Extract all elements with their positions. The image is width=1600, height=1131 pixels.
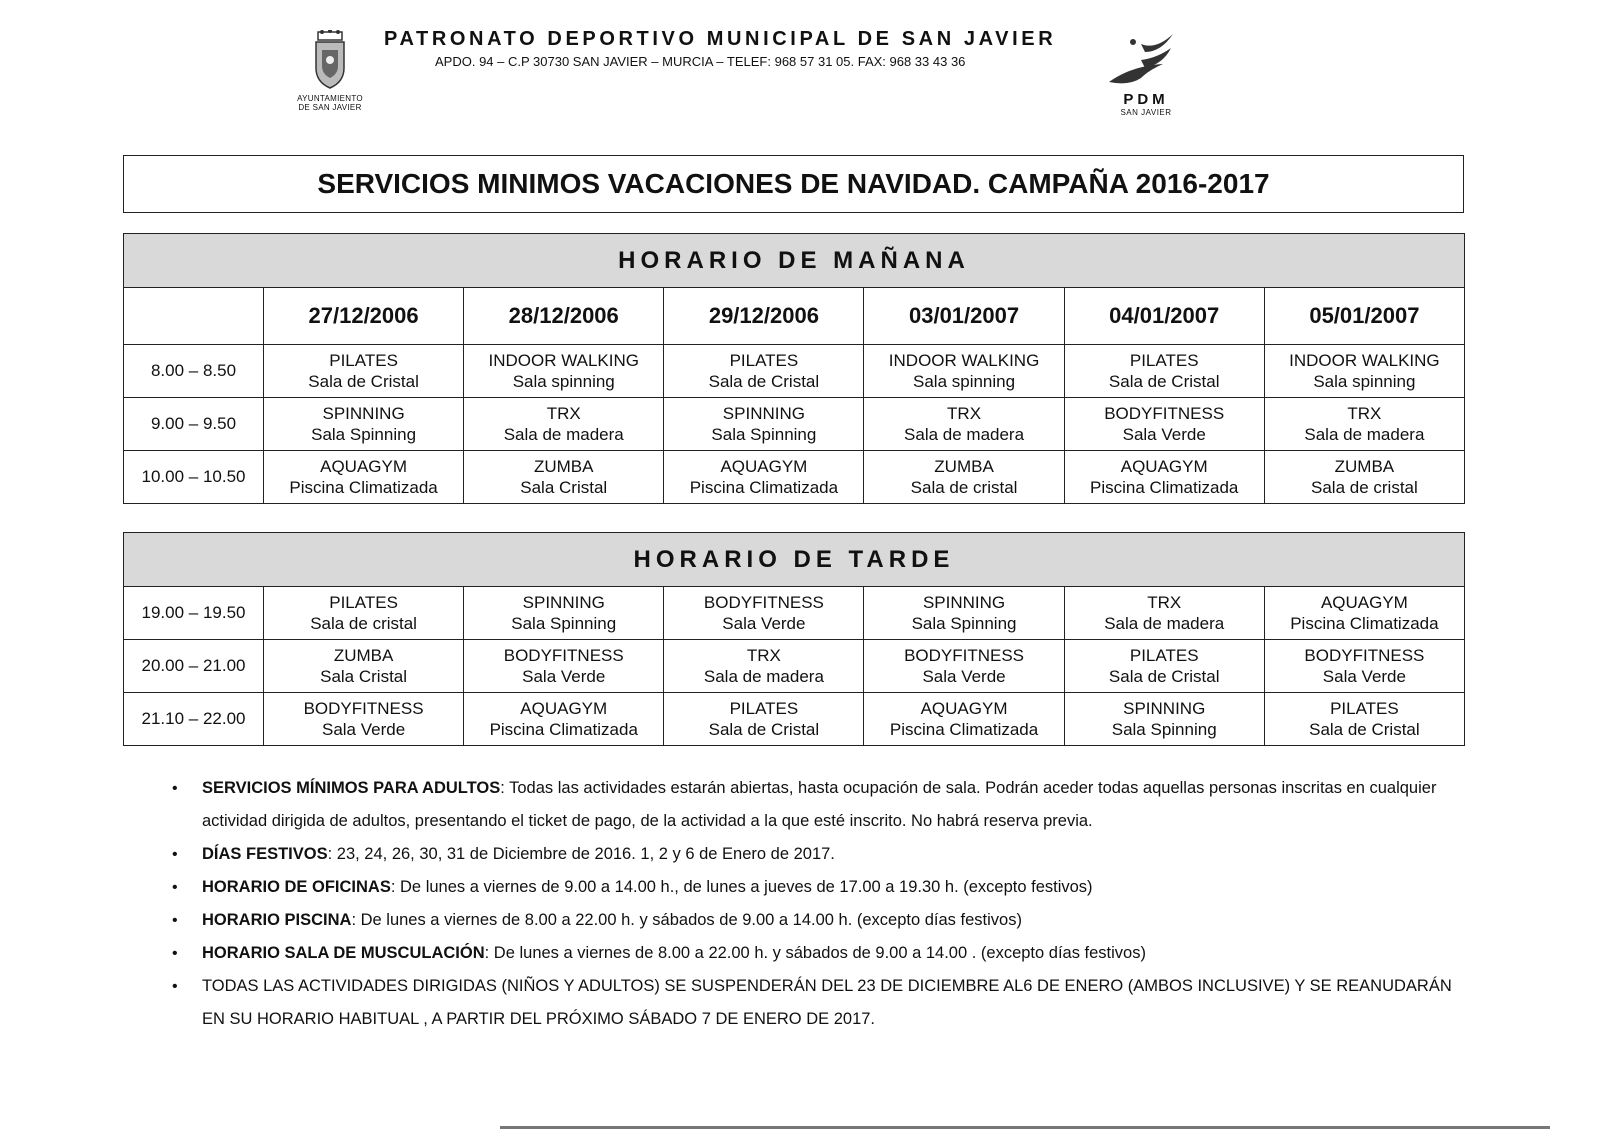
time-slot-cell: 21.10 – 22.00 [124,693,264,746]
activity-cell [664,398,864,451]
note-label: SERVICIOS MÍNIMOS PARA ADULTOS [202,779,501,797]
activity-name: PILATES [1129,646,1199,665]
activity-name: ZUMBA [533,457,594,476]
note-item: • HORARIO SALA DE MUSCULACIÓN: De lunes a viernes de 8.00 a 22.00 h. y sábados de 9.00 a 14.00 . (excepto días festivos) [172,944,1146,962]
activity-name: AQUAGYM [520,699,608,718]
activity-room: Sala Spinning [911,614,1017,633]
activity-name: SPINNING [1123,699,1206,718]
note-text: TODAS LAS ACTIVIDADES DIRIGIDAS (NIÑOS Y ADULTOS) SE SUSPENDERÁN DEL 23 DE DICIEMBRE AL6 DE ENERO (AMBOS INCLUSIVE) Y SE REANUDARÁN EN SU HORARIO HABITUAL , A PARTIR DEL PRÓXIMO SÁBADO 7 DE ENERO DE 2017. [202,977,1452,1028]
activity-cell [1264,587,1464,640]
activity-name: SPINNING [922,593,1006,612]
activity-name: BODYFITNESS [503,646,624,665]
activity-room: Piscina Climatizada [289,478,438,497]
activity-room: Sala de Cristal [308,372,419,391]
activity-room: Sala Verde [522,667,606,686]
activity-name: BODYFITNESS [1304,646,1425,665]
activity-room: Piscina Climatizada [489,720,638,739]
activity-cell [664,587,864,640]
activity-name: ZUMBA [934,457,994,476]
activity-cell [1264,640,1464,693]
activity-name: TRX [746,646,781,665]
note-label: HORARIO SALA DE MUSCULACIÓN [202,944,485,962]
activity-room: Sala de Cristal [1309,720,1420,739]
activity-name: PILATES [329,593,398,612]
activity-cell [1264,451,1464,504]
activity-name: BODYFITNESS [703,593,824,612]
afternoon-schedule-table [123,532,1465,746]
morning-schedule-table [123,233,1465,504]
date-header: 27/12/2006 [264,288,464,345]
activity-name: PILATES [729,351,799,370]
activity-name: BODYFITNESS [303,699,424,718]
organization-address: APDO. 94 – C.P 30730 SAN JAVIER – MURCIA – TELEF: 968 57 31 05. FAX: 968 33 43 36 [435,54,966,69]
activity-cell [1064,693,1264,746]
activity-name: SPINNING [722,404,805,423]
activity-name: AQUAGYM [1320,593,1408,612]
activity-name: INDOOR WALKING [1289,351,1440,370]
activity-cell [864,587,1064,640]
activity-cell [264,587,464,640]
empty-corner-cell [124,288,264,345]
note-text: : De lunes a viernes de 8.00 a 22.00 h. y sábados de 9.00 a 14.00 . (excepto días festivos) [484,944,1146,962]
activity-name: TRX [1147,593,1182,612]
activity-room: Sala spinning [512,372,615,391]
activity-name: INDOOR WALKING [888,351,1040,370]
activity-cell [664,345,864,398]
activity-name: PILATES [329,351,398,370]
note-text: : 23, 24, 26, 30, 31 de Diciembre de 2016. 1, 2 y 6 de Enero de 2017. [327,845,835,863]
activity-room: Sala de cristal [310,614,417,633]
activity-cell [864,640,1064,693]
activity-cell [464,587,664,640]
date-header: 29/12/2006 [664,288,864,345]
time-slot-cell: 19.00 – 19.50 [124,587,264,640]
activity-cell [464,398,664,451]
activity-cell [264,640,464,693]
morning-section-title: HORARIO DE MAÑANA [124,234,1465,288]
activity-room: Sala Verde [1122,425,1206,444]
page-title: SERVICIOS MINIMOS VACACIONES DE NAVIDAD. CAMPAÑA 2016-2017 [123,155,1464,213]
activity-room: Sala Verde [321,720,406,739]
date-header: 04/01/2007 [1064,288,1264,345]
note-label: HORARIO PISCINA [202,911,352,929]
logo-caption-1: AYUNTAMIENTO [297,94,363,103]
schedule-row [124,345,1465,398]
activity-name: TRX [947,404,982,423]
time-slot-cell: 20.00 – 21.00 [124,640,264,693]
activity-cell [1064,345,1264,398]
activity-name: PILATES [729,699,799,718]
activity-room: Sala Spinning [311,425,417,444]
activity-room: Sala Cristal [320,667,408,686]
activity-cell [264,693,464,746]
time-slot-cell: 10.00 – 10.50 [124,451,264,504]
afternoon-rows [124,587,1465,746]
activity-room: Sala de Cristal [1108,667,1220,686]
activity-cell [1064,451,1264,504]
activity-room: Sala de madera [904,425,1025,444]
activity-cell [264,451,464,504]
activity-room: Piscina Climatizada [1090,478,1239,497]
activity-name: BODYFITNESS [904,646,1025,665]
date-header-row [124,288,1465,345]
activity-room: Sala de madera [1304,425,1425,444]
ayuntamiento-logo [280,30,380,112]
note-item: • HORARIO DE OFICINAS: De lunes a viernes de 9.00 a 14.00 h., de lunes a jueves de 17.00 a 19.30 h. (excepto festivos) [172,878,1093,896]
schedule-row [124,640,1465,693]
note-item: • TODAS LAS ACTIVIDADES DIRIGIDAS (NIÑOS Y ADULTOS) SE SUSPENDERÁN DEL 23 DE DICIEMBRE AL6 DE ENERO (AMBOS INCLUSIVE) Y SE REANUDARÁN EN SU HORARIO HABITUAL , A PARTIR DEL PRÓXIMO SÁBADO 7 DE ENERO DE 2017. [172,977,1452,1028]
activity-room: Piscina Climatizada [1290,614,1439,633]
pdm-subtext: SAN JAVIER [1120,108,1172,117]
pdm-text: PDM [1123,91,1169,108]
activity-room: Sala Spinning [1111,720,1217,739]
activity-cell [864,398,1064,451]
activity-cell [464,693,664,746]
activity-room: Sala de cristal [910,478,1018,497]
activity-room: Sala Spinning [711,425,817,444]
notes-list [172,772,1472,1036]
schedule-row [124,398,1465,451]
activity-room: Sala de madera [1104,614,1225,633]
activity-cell [464,345,664,398]
activity-cell [864,693,1064,746]
activity-name: ZUMBA [1334,457,1395,476]
activity-name: PILATES [1129,351,1199,370]
activity-cell [264,398,464,451]
time-slot-cell: 8.00 – 8.50 [124,345,264,398]
activity-cell [864,345,1064,398]
note-text: : Todas las actividades estarán abiertas, hasta ocupación de sala. Podrán aceder todas aquellas personas inscritas en cualquier actividad dirigida de adultos, presentando el ticket de pago, de la actividad a la que esté inscrito. No habrá reserva previa. [202,779,1437,830]
morning-rows [124,345,1465,504]
activity-room: Sala spinning [913,372,1016,391]
activity-cell [864,451,1064,504]
schedule-row [124,587,1465,640]
note-label: HORARIO DE OFICINAS [202,878,391,896]
activity-name: BODYFITNESS [1104,404,1225,423]
date-header: 03/01/2007 [864,288,1064,345]
activity-name: AQUAGYM [920,699,1008,718]
activity-cell [464,640,664,693]
schedule-row [124,451,1465,504]
activity-room: Sala Verde [922,667,1006,686]
organization-title: PATRONATO DEPORTIVO MUNICIPAL DE SAN JAVIER [384,28,1057,50]
activity-room: Piscina Climatizada [689,478,839,497]
coat-of-arms-icon [310,30,350,90]
activity-name: SPINNING [522,593,605,612]
activity-cell [1064,640,1264,693]
logo-caption-2: DE SAN JAVIER [298,103,362,112]
document-header [0,0,1600,130]
activity-cell [664,693,864,746]
activity-cell [1064,398,1264,451]
note-text: : De lunes a viernes de 8.00 a 22.00 h. y sábados de 9.00 a 14.00 h. (excepto días festivos) [351,911,1022,929]
activity-room: Sala de cristal [1311,478,1418,497]
schedule-row [124,693,1465,746]
activity-name: AQUAGYM [320,457,408,476]
activity-cell [464,451,664,504]
activity-room: Sala de madera [503,425,624,444]
activity-room: Sala de Cristal [1108,372,1220,391]
activity-name: AQUAGYM [720,457,808,476]
note-item: • DÍAS FESTIVOS: 23, 24, 26, 30, 31 de Diciembre de 2016. 1, 2 y 6 de Enero de 2017. [172,845,835,863]
activity-name: ZUMBA [333,646,394,665]
afternoon-section-title: HORARIO DE TARDE [124,533,1465,587]
note-item: • SERVICIOS MÍNIMOS PARA ADULTOS: Todas las actividades estarán abiertas, hasta ocupación de sala. Podrán aceder todas aquellas personas inscritas en cualquier actividad dirigida de adultos, presentando el ticket de pago, de la actividad a la que esté inscrito. No habrá reserva previa. [172,779,1437,830]
activity-cell [264,345,464,398]
activity-room: Sala Verde [1322,667,1406,686]
activity-name: TRX [1347,404,1382,423]
activity-cell [664,640,864,693]
activity-room: Piscina Climatizada [889,720,1039,739]
activity-room: Sala spinning [1313,372,1416,391]
activity-room: Sala Verde [722,614,806,633]
activity-cell [1264,398,1464,451]
date-header: 28/12/2006 [464,288,664,345]
pdm-logo [1100,30,1192,117]
activity-cell [1064,587,1264,640]
note-text: : De lunes a viernes de 9.00 a 14.00 h., de lunes a jueves de 17.00 a 19.30 h. (excepto festivos) [390,878,1093,896]
activity-cell [1264,345,1464,398]
activity-name: TRX [546,404,581,423]
note-item: • HORARIO PISCINA: De lunes a viernes de 8.00 a 22.00 h. y sábados de 9.00 a 14.00 h. (excepto días festivos) [172,911,1022,929]
activity-room: Sala Spinning [511,614,617,633]
activity-room: Sala de Cristal [708,720,820,739]
runner-icon [1101,30,1191,90]
time-slot-cell: 9.00 – 9.50 [124,398,264,451]
activity-cell [664,451,864,504]
bottom-scan-line [500,1126,1550,1129]
activity-name: SPINNING [322,404,405,423]
activity-room: Sala de Cristal [708,372,820,391]
date-header: 05/01/2007 [1264,288,1464,345]
note-label: DÍAS FESTIVOS [202,845,328,863]
activity-name: INDOOR WALKING [488,351,639,370]
activity-room: Sala Cristal [520,478,608,497]
activity-cell [1264,693,1464,746]
activity-room: Sala de madera [703,667,824,686]
activity-name: PILATES [1330,699,1399,718]
activity-name: AQUAGYM [1120,457,1208,476]
